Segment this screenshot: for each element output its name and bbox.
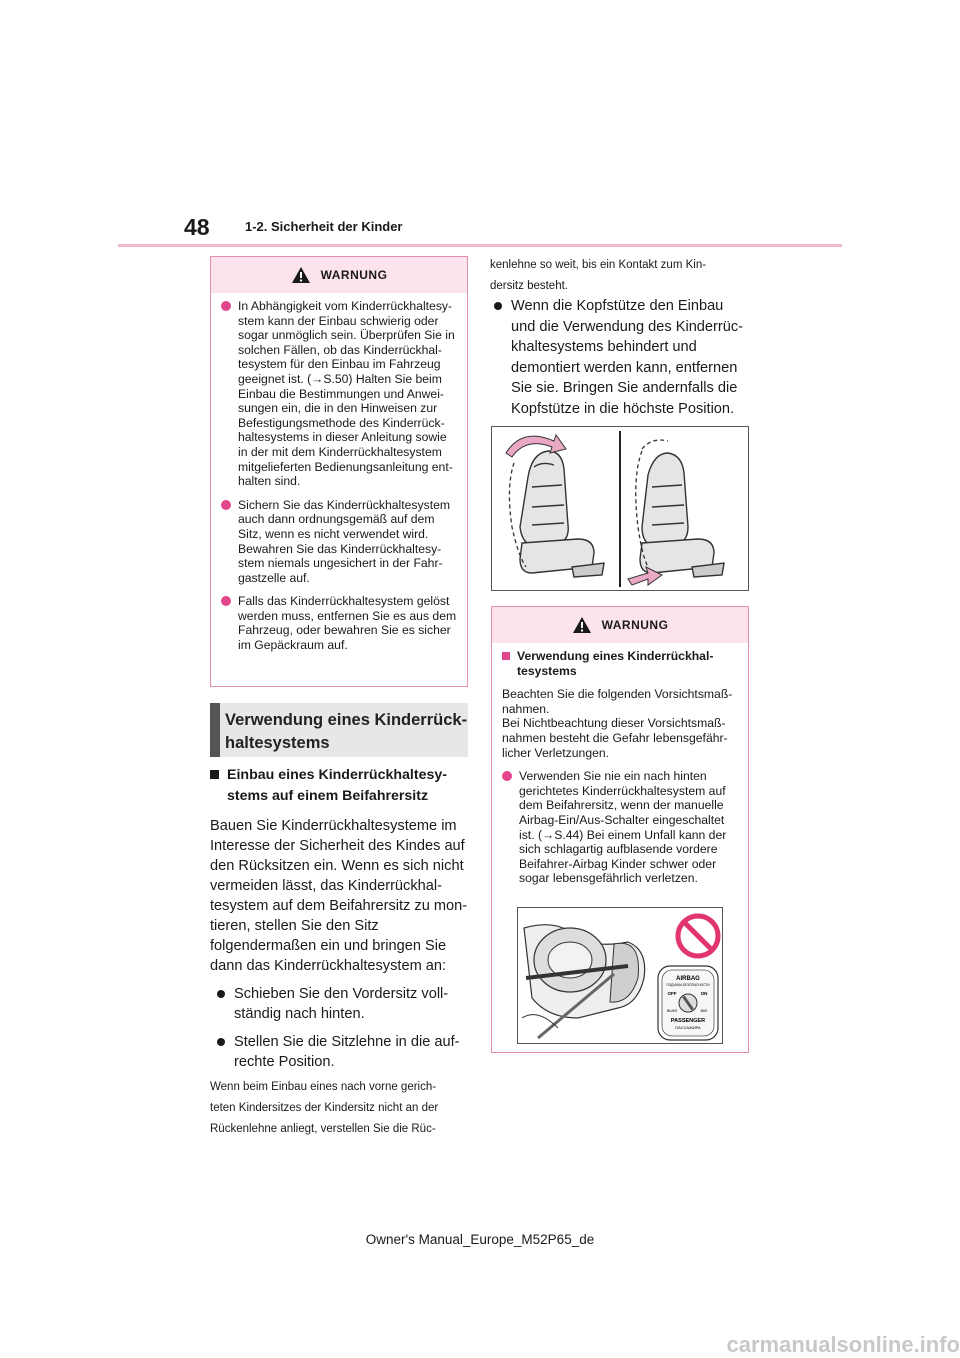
airbag-switch-icon	[658, 966, 718, 1040]
warning-item	[221, 594, 457, 652]
body-paragraph: Bauen Sie Kinderrückhaltesysteme im Interesse der Sicherheit des Kindes auf den Rücksitzen ein. Wenn es sich nicht vermeiden lässt, das Kinderrückhal- tesystem auf dem Beifahrersitz zu mon- tieren, stellen Sie den Sitz folgendermaßen ein und bringen Sie dann das Kinderrückhaltesystem an:	[210, 818, 468, 974]
bullet-item	[210, 984, 472, 1024]
warning-item-text: Verwenden Sie nie ein nach hinten gerichtetes Kinderrückhaltesystem auf dem Beifahrersitz, wenn der manuelle Airbag-Ein/Aus-Schalter eingeschaltet ist. (→S.44) Bei einem Unfall kann der sich schlagartig aufblasende vordere Beifahrer-Airbag Kinder schwer oder sogar lebensgefährlich verletzen.	[519, 769, 727, 886]
airbag-switch-bottom-ru: ПАССАЖИРА	[675, 1025, 701, 1030]
warning-title: WARNUNG	[320, 268, 388, 282]
airbag-switch-sub: ПОДУШКА БЕЗОПАСНОСТИ	[666, 983, 710, 987]
bullet-item	[494, 296, 756, 419]
warning-item	[221, 299, 457, 489]
warning-body	[492, 643, 748, 899]
seat-left-icon	[520, 451, 604, 577]
airbag-switch-on-ru: ВКЛ	[700, 1009, 708, 1013]
warning-triangle-icon	[572, 616, 592, 634]
airbag-switch-top: AIRBAG	[676, 976, 700, 982]
warning-triangle-icon	[291, 266, 311, 284]
airbag-switch-bottom: PASSENGER	[670, 1018, 706, 1024]
warning-item-text: In Abhängigkeit vom Kinderrückhaltesy- stem kann der Einbau schwierig oder sogar unmöglich sein. Überprüfen Sie in solchen Fällen, ob das Kinderrückhal- tesystem für den Einbau im Fahrzeug geeignet ist. (→S.50) Halten Sie beim Einbau die Bestimmungen und Anwei- sungen ein, die in den Hinweisen zur Befestigungsmethode des Kinderrück- haltesystems in dieser Anleitung sowie in der mit dem Kinderrückhaltesystem mitgelieferten Bedienungsanleitung ent- halten sind.	[238, 299, 455, 489]
subheading	[210, 765, 472, 807]
bullet-text: Wenn die Kopfstütze den Einbau und die Verwendung des Kinderrüc- khaltesystems behindert und demontiert werden kann, entfernen Sie sie. Bringen Sie andernfalls die Kopfstütze in die höchste Position.	[511, 298, 744, 417]
warning-intro: Beachten Sie die folgenden Vorsichtsmaß- nahmen. Bei Nichtbeachtung dieser Vorsichtsmaß- nahmen besteht die Gefahr lebensgefähr- licher Verletzungen.	[502, 687, 733, 760]
airbag-illustration	[517, 907, 723, 1044]
bullet-dot-icon	[221, 596, 231, 606]
bullet-dot-icon	[494, 302, 502, 310]
section-heading	[210, 703, 468, 757]
warning-box-left	[210, 256, 468, 687]
warning-title: WARNUNG	[601, 618, 669, 632]
warning-box-right	[491, 606, 749, 1053]
watermark: carmanualsonline.info	[726, 1332, 960, 1357]
warning-item-text: Sichern Sie das Kinderrückhaltesystem auch dann ordnungsgemäß auf dem Sitz, wenn es nicht verwendet wird. Bewahren Sie das Kinderrückhaltesy- stem niemals ungesichert in der Fahr- gastzelle auf.	[238, 497, 451, 585]
warning-subheading-text: Verwendung eines Kinderrückhal- tesystems	[517, 649, 714, 678]
note-text-continued: kenlehne so weit, bis ein Kontakt zum Kin- dersitz besteht.	[490, 259, 707, 292]
bullet-text: Stellen Sie die Sitzlehne in die auf- rechte Position.	[234, 1034, 460, 1070]
section-heading-text: Verwendung eines Kinderrück- haltesystems	[225, 711, 468, 752]
left-column	[210, 765, 472, 1140]
section-title: 1-2. Sicherheit der Kinder	[245, 219, 403, 234]
header-rule	[118, 244, 842, 247]
airbag-switch-off: OFF	[667, 991, 677, 996]
seat-illustration	[491, 426, 749, 591]
square-bullet-icon	[502, 652, 510, 660]
bullet-dot-icon	[221, 301, 231, 311]
note-text: Wenn beim Einbau eines nach vorne gerich- teten Kindersitzes der Kindersitz nicht an der Rückenlehne anliegt, verstellen Sie die Rüc-	[210, 1081, 439, 1135]
airbag-dashboard-illustration	[518, 908, 722, 1043]
bullet-dot-icon	[217, 990, 225, 998]
warning-header	[211, 257, 467, 293]
warning-subheading	[502, 649, 738, 678]
page-number: 48	[184, 214, 210, 240]
seat-headrest-illustration	[492, 427, 748, 590]
warning-body	[211, 293, 467, 666]
square-bullet-icon	[210, 770, 219, 779]
bullet-dot-icon	[502, 771, 512, 781]
warning-header	[492, 607, 748, 643]
bullet-item	[210, 1032, 472, 1072]
warning-item-text: Falls das Kinderrückhaltesystem gelöst werden muss, entfernen Sie es aus dem Fahrzeug, oder bewahren Sie es sicher im Gepäckraum auf.	[238, 594, 457, 653]
warning-item	[502, 769, 738, 886]
prohibited-icon	[678, 916, 718, 956]
warning-item	[221, 498, 457, 586]
footer: Owner's Manual_Europe_M52P65_de	[365, 1232, 595, 1247]
airbag-switch-on: ON	[700, 991, 708, 996]
bullet-dot-icon	[221, 500, 231, 510]
airbag-switch-off-ru: ВЫКЛ	[666, 1009, 678, 1013]
subheading-text: Einbau eines Kinderrückhaltesy- stems auf einem Beifahrersitz	[227, 767, 447, 804]
seat-right-icon	[640, 453, 724, 577]
bullet-dot-icon	[217, 1038, 225, 1046]
bullet-text: Schieben Sie den Vordersitz voll- ständig nach hinten.	[234, 986, 449, 1022]
